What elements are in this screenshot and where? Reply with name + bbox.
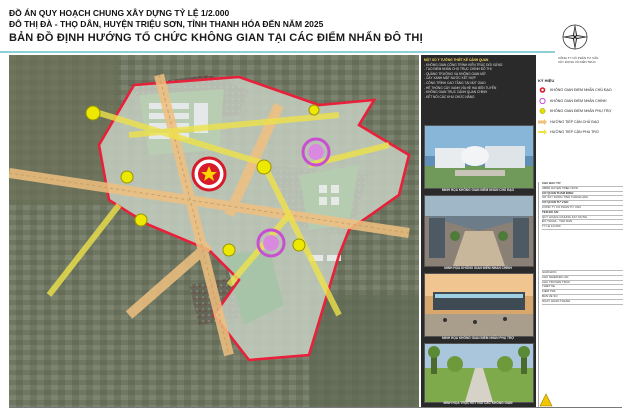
legend-item (538, 85, 623, 96)
legend-item (538, 106, 623, 117)
title-block-line: KIỂM TRA (542, 290, 623, 295)
signature-space (542, 230, 623, 271)
title-block-line: TỶ LỆ 1/2.000 (542, 225, 623, 230)
note-line: - KHÔNG GIAN TRỤC CẢNH QUAN CHÍNH (424, 90, 487, 95)
title-block-line: TÊN ĐỒ ÁN: (542, 211, 623, 216)
title-block-line: SỞ XÂY DỰNG TỈNH THANH HÓA (542, 196, 623, 201)
title-block-line: GIÁM ĐỐC (542, 271, 623, 276)
legend-label: KHÔNG GIAN ĐIỂM NHẤN CHỦ ĐẠO (550, 88, 612, 93)
legend-label: KHÔNG GIAN ĐIỂM NHẤN CHÍNH (550, 98, 607, 103)
secondary-focal-icon (538, 108, 547, 114)
title-block-line: BẢN VẼ SỐ (542, 295, 623, 300)
master-plan-map (9, 55, 419, 407)
note-line: - KẾT NỐI CÁC KHU CHỨC NĂNG (424, 94, 475, 99)
illustration-primary-focal (424, 125, 534, 189)
primary-focal-point (193, 158, 225, 190)
title-block-line: THIẾT KẾ (542, 285, 623, 290)
note-line: - CÔNG TRÌNH CAO TẦNG TẠI NÚT GIAO (424, 80, 486, 85)
note-line: - TẠO ĐIỂM NHẤN CHO TRỤC CHÍNH ĐÔ THỊ (424, 67, 492, 72)
legend-item (538, 127, 623, 138)
primary-focal-icon (538, 87, 547, 93)
note-line: MỘT SỐ Ý TƯỞNG THIẾT KẾ CẢNH QUAN (424, 58, 489, 62)
title-block-line: CÔNG TY CỔ PHẦN TƯ VẤN (542, 206, 623, 211)
caption-main-focal: MINH HỌA KHÔNG GIAN ĐIỂM NHẤN CHÍNH (444, 266, 512, 270)
title-block-line: UBND HUYỆN TRIỆU SƠN (542, 187, 623, 192)
title-block-line: CHỦ ĐẦU TƯ: (542, 182, 623, 187)
illustration-connecting-axis (424, 343, 534, 403)
note-line: - HỆ THỐNG CÂY XANH VỈA HÈ HAI BÊN TUYẾN (424, 85, 497, 90)
bottom-rule (9, 407, 622, 408)
header-line-2: ĐÔ THỊ ĐÀ - THỌ DÂN, HUYỆN TRIỆU SƠN, TỈNH THANH HÓA ĐẾN NĂM 2025 (9, 19, 324, 29)
note-line: - KHÔNG GIAN CÔNG TRÌNH KIẾN TRÚC ĐỐI XỨNG (424, 62, 503, 67)
logo-text (558, 56, 618, 64)
title-block-line: NGÀY HOÀN THÀNH (542, 300, 623, 305)
illustration-panel (421, 55, 536, 407)
legend-title: KÝ HIỆU (538, 78, 555, 83)
map-drawing (9, 55, 419, 407)
title-block-line: ĐÔ THỊ ĐÀ - THỌ DÂN (542, 220, 623, 225)
note-line: - QUẢNG TRƯỜNG VÀ KHÔNG GIAN MỞ (424, 71, 486, 76)
title-block-line: QUY HOẠCH CHUNG XÂY DỰNG (542, 216, 623, 221)
stamp-icon (539, 393, 553, 407)
legend-item (538, 117, 623, 128)
legend-label: HƯỚNG TIẾP CẬN PHỤ TRỢ (550, 130, 599, 135)
logo-text-line: CÔNG TY CỔ PHẦN TƯ VẤN (558, 56, 599, 60)
illustration-main-focal (424, 195, 534, 267)
caption-primary-focal: MINH HỌA KHÔNG GIAN ĐIỂM NHẤN CHỦ ĐẠO (441, 188, 515, 192)
title-block (538, 182, 623, 407)
page-title: BẢN ĐỒ ĐỊNH HƯỚNG TỔ CHỨC KHÔNG GIAN TẠI CÁC ĐIỂM NHẤN ĐÔ THỊ (9, 32, 423, 44)
caption-secondary-focal: MINH HỌA KHÔNG GIAN ĐIỂM NHẤN PHỤ TRỢ (441, 336, 514, 340)
secondary-access-arrow-icon (538, 129, 547, 135)
note-line: - CÂY XANH MẶT NƯỚC KẾT HỢP (424, 76, 476, 81)
title-block-line: CƠ QUAN THẨM ĐỊNH: (542, 192, 623, 197)
title-block-line: CHỦ NHIỆM ĐỒ ÁN (542, 276, 623, 281)
main-focal-icon (538, 98, 547, 104)
header-line-1: ĐỒ ÁN QUY HOẠCH CHUNG XÂY DỰNG TỶ LỆ 1/2.000 (9, 8, 230, 18)
title-block-line: CƠ QUAN TƯ VẤN: (542, 201, 623, 206)
legend-item (538, 96, 623, 107)
field-area (309, 295, 419, 407)
map-legend (538, 78, 623, 138)
main-access-arrow-icon (538, 119, 547, 125)
caption-connecting-axis: MINH HỌA TRỤC KẾT NỐI CÁC KHÔNG GIAN (443, 401, 513, 405)
design-notes (424, 58, 534, 99)
compass-rose-logo-icon (560, 22, 590, 52)
illustration-secondary-focal (424, 273, 534, 337)
title-block-line: CHỦ TRÌ KIẾN TRÚC (542, 281, 623, 286)
logo-text-line: XÂY DỰNG VÀ KIẾN TRÚC (558, 60, 596, 64)
legend-label: KHÔNG GIAN ĐIỂM NHẤN PHỤ TRỢ (550, 109, 612, 114)
title-divider (0, 51, 555, 53)
legend-label: HƯỚNG TIẾP CẬN CHỦ ĐẠO (550, 119, 600, 124)
